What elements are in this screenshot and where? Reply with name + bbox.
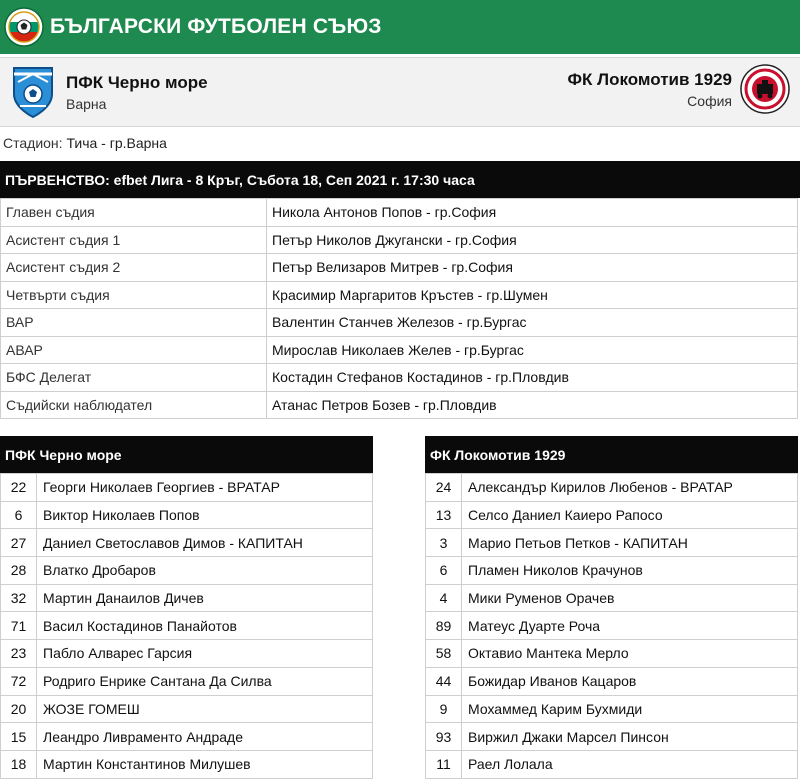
official-role: Главен съдия xyxy=(1,199,267,227)
player-number: 27 xyxy=(1,529,37,557)
player-name: Октавио Мантека Мерло xyxy=(462,640,798,668)
table-row xyxy=(1,309,798,337)
stadium-info xyxy=(3,135,167,151)
player-number: 9 xyxy=(426,695,462,723)
official-name: Петър Велизаров Митрев - гр.София xyxy=(267,254,798,282)
championship-label: ПЪРВЕНСТВО: xyxy=(5,171,110,188)
away-team-city: София xyxy=(687,92,732,109)
player-name: Родриго Енрике Сантана Да Силва xyxy=(37,667,373,695)
player-row[interactable] xyxy=(426,695,798,723)
official-role: Асистент съдия 1 xyxy=(1,226,267,254)
player-name: Виржил Джаки Марсел Пинсон xyxy=(462,723,798,751)
player-row[interactable] xyxy=(426,557,798,585)
player-name: Пабло Алварес Гарсия xyxy=(37,640,373,668)
away-team-name: ФК Локомотив 1929 xyxy=(567,69,732,89)
player-row[interactable] xyxy=(1,501,373,529)
player-number: 44 xyxy=(426,667,462,695)
player-name: Мики Руменов Орачев xyxy=(462,584,798,612)
cherno-more-crest-icon xyxy=(10,64,56,120)
player-number: 72 xyxy=(1,667,37,695)
lokomotiv-crest-icon xyxy=(740,64,790,114)
table-row xyxy=(1,336,798,364)
table-row xyxy=(1,391,798,419)
player-number: 4 xyxy=(426,584,462,612)
player-number: 28 xyxy=(1,557,37,585)
player-name: Матеус Дуарте Роча xyxy=(462,612,798,640)
home-squad xyxy=(0,436,373,779)
player-row[interactable] xyxy=(1,695,373,723)
official-role: БФС Делегат xyxy=(1,364,267,392)
player-row[interactable] xyxy=(1,557,373,585)
player-number: 23 xyxy=(1,640,37,668)
player-number: 13 xyxy=(426,501,462,529)
away-squad-title: ФК Локомотив 1929 xyxy=(425,436,798,473)
player-name: Даниел Светославов Димов - КАПИТАН xyxy=(37,529,373,557)
player-number: 11 xyxy=(426,750,462,778)
player-name: Пламен Николов Крачунов xyxy=(462,557,798,585)
player-row[interactable] xyxy=(426,612,798,640)
player-row[interactable] xyxy=(1,723,373,751)
player-row[interactable] xyxy=(1,640,373,668)
official-role: АВАР xyxy=(1,336,267,364)
official-name: Мирослав Николаев Желев - гр.Бургас xyxy=(267,336,798,364)
away-squad xyxy=(425,436,798,779)
player-row[interactable] xyxy=(426,750,798,778)
player-name: Георги Николаев Георгиев - ВРАТАР xyxy=(37,474,373,502)
table-row xyxy=(1,364,798,392)
player-name: Леандро Ливраменто Андраде xyxy=(37,723,373,751)
player-number: 24 xyxy=(426,474,462,502)
player-number: 32 xyxy=(1,584,37,612)
home-squad-table xyxy=(0,473,373,779)
official-name: Петър Николов Джугански - гр.София xyxy=(267,226,798,254)
stadium-value: Тича - гр.Варна xyxy=(66,135,167,151)
official-role: Съдийски наблюдател xyxy=(1,391,267,419)
player-number: 22 xyxy=(1,474,37,502)
player-row[interactable] xyxy=(426,723,798,751)
official-name: Красимир Маргаритов Кръстев - гр.Шумен xyxy=(267,281,798,309)
player-name: Васил Костадинов Панайотов xyxy=(37,612,373,640)
table-row xyxy=(1,199,798,227)
player-number: 6 xyxy=(1,501,37,529)
official-role: ВАР xyxy=(1,309,267,337)
player-number: 3 xyxy=(426,529,462,557)
player-row[interactable] xyxy=(426,584,798,612)
player-number: 89 xyxy=(426,612,462,640)
player-name: Виктор Николаев Попов xyxy=(37,501,373,529)
away-squad-table xyxy=(425,473,798,779)
stadium-label: Стадион: xyxy=(3,135,63,151)
player-name: Раел Лолала xyxy=(462,750,798,778)
player-name: Марио Петьов Петков - КАПИТАН xyxy=(462,529,798,557)
official-name: Атанас Петров Бозев - гр.Пловдив xyxy=(267,391,798,419)
site-header xyxy=(0,0,800,54)
home-squad-title: ПФК Черно море xyxy=(0,436,373,473)
player-row[interactable] xyxy=(1,474,373,502)
bfu-logo-icon[interactable] xyxy=(4,7,44,47)
player-row[interactable] xyxy=(1,529,373,557)
player-row[interactable] xyxy=(1,667,373,695)
official-role: Четвърти съдия xyxy=(1,281,267,309)
player-name: Александър Кирилов Любенов - ВРАТАР xyxy=(462,474,798,502)
official-role: Асистент съдия 2 xyxy=(1,254,267,282)
player-row[interactable] xyxy=(1,584,373,612)
player-name: Мартин Данаилов Дичев xyxy=(37,584,373,612)
player-number: 18 xyxy=(1,750,37,778)
home-team[interactable] xyxy=(10,64,208,120)
player-name: Мартин Константинов Милушев xyxy=(37,750,373,778)
match-header xyxy=(0,57,800,127)
official-name: Валентин Станчев Железов - гр.Бургас xyxy=(267,309,798,337)
away-team[interactable] xyxy=(568,64,790,114)
player-row[interactable] xyxy=(426,474,798,502)
officials-table xyxy=(0,198,798,419)
player-row[interactable] xyxy=(426,667,798,695)
player-number: 71 xyxy=(1,612,37,640)
championship-value: efbet Лига - 8 Кръг, Събота 18, Сеп 2021 г. 17:30 часа xyxy=(113,171,475,188)
player-number: 93 xyxy=(426,723,462,751)
player-name: Божидар Иванов Кацаров xyxy=(462,667,798,695)
home-team-city: Варна xyxy=(66,95,107,112)
player-number: 58 xyxy=(426,640,462,668)
table-row xyxy=(1,281,798,309)
player-name: Селсо Даниел Каиеро Рапосо xyxy=(462,501,798,529)
championship-bar xyxy=(0,161,800,198)
site-title: БЪЛГАРСКИ ФУТБОЛЕН СЪЮЗ xyxy=(50,15,382,38)
official-name: Костадин Стефанов Костадинов - гр.Пловдив xyxy=(267,364,798,392)
player-name: Влатко Дробаров xyxy=(37,557,373,585)
player-number: 20 xyxy=(1,695,37,723)
player-name: Мохаммед Карим Бухмиди xyxy=(462,695,798,723)
player-row[interactable] xyxy=(1,612,373,640)
player-row[interactable] xyxy=(426,501,798,529)
player-number: 6 xyxy=(426,557,462,585)
player-row[interactable] xyxy=(426,529,798,557)
player-number: 15 xyxy=(1,723,37,751)
player-row[interactable] xyxy=(426,640,798,668)
table-row xyxy=(1,226,798,254)
player-row[interactable] xyxy=(1,750,373,778)
official-name: Никола Антонов Попов - гр.София xyxy=(267,199,798,227)
home-team-name: ПФК Черно море xyxy=(66,72,208,92)
player-name: ЖОЗЕ ГОМЕШ xyxy=(37,695,373,723)
table-row xyxy=(1,254,798,282)
